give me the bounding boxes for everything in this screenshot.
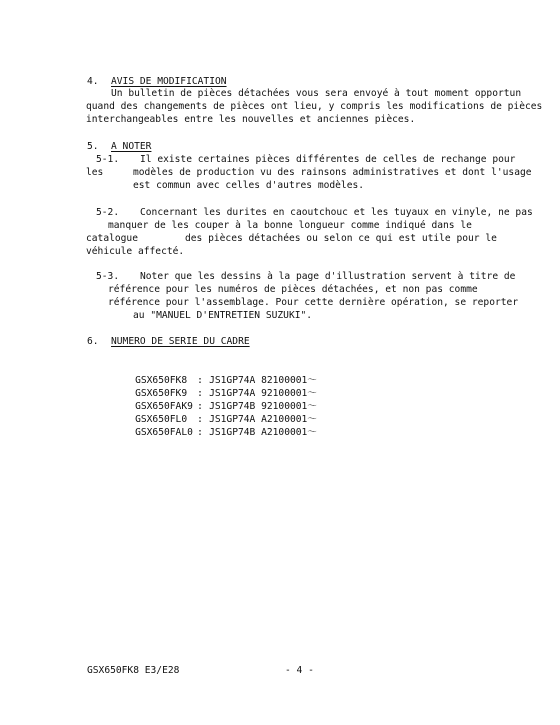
serial-number: JS1GP74A A2100001～	[209, 414, 317, 425]
model-code: GSX650FK8	[135, 375, 188, 386]
item-5-3-line-4: au "MANUEL D'ENTRETIEN SUZUKI".	[133, 310, 313, 321]
item-5-3-label: 5-3.	[96, 271, 120, 282]
item-5-2-label: 5-2.	[96, 207, 120, 218]
serial-number: JS1GP74B A2100001～	[209, 427, 317, 438]
model-code: GSX650FAL0	[135, 427, 193, 438]
separator: :	[197, 375, 203, 386]
section-4-line-2: quand des changements de pièces ont lieu, y compris les modifications de pièces	[86, 101, 543, 112]
item-5-1-label: 5-1.	[96, 154, 120, 165]
section-5-title: A NOTER	[111, 141, 152, 152]
model-code: GSX650FK9	[135, 388, 188, 399]
item-5-1-line-4: est commun avec celles d'autres modèles.	[133, 180, 365, 191]
section-4-line-3: interchangeables entre les nouvelles et anciennes pièces.	[86, 114, 416, 125]
section-4-title: AVIS DE MODIFICATION	[111, 76, 227, 87]
item-5-1-line-1: Il existe certaines pièces différentes de celles de rechange pour	[140, 154, 516, 165]
item-5-3-line-3: référence pour l'assemblage. Pour cette dernière opération, se reporter	[108, 297, 519, 308]
serial-number: JS1GP74B 92100001～	[209, 401, 317, 412]
item-5-1-line-3: modèles de production vu des rainsons administratives et dont l'usage	[133, 167, 532, 178]
frame-serial-row	[112, 415, 317, 451]
item-5-2-line-2: manquer de les couper à la bonne longueur comme indiqué dans le	[108, 220, 472, 231]
separator: :	[197, 401, 203, 412]
item-5-2-line-5: véhicule affecté.	[86, 246, 185, 257]
item-5-2-line-3: catalogue	[86, 233, 138, 244]
separator: :	[197, 388, 203, 399]
section-4-line-1: Un bulletin de pièces détachées vous sera envoyé à tout moment opportun	[111, 88, 522, 99]
model-code: GSX650FL0	[135, 414, 188, 425]
section-4-number: 4.	[87, 76, 99, 87]
serial-number: JS1GP74A 92100001～	[209, 388, 317, 399]
model-code: GSX650FAK9	[135, 401, 193, 412]
separator: :	[197, 414, 203, 425]
item-5-3-line-1: Noter que les dessins à la page d'illustration servent à titre de	[140, 271, 516, 282]
separator: :	[197, 427, 203, 438]
section-6-title: NUMERO DE SERIE DU CADRE	[111, 336, 250, 347]
item-5-2-line-4: des pièces détachées ou selon ce qui est utile pour le	[185, 233, 497, 244]
section-6-number: 6.	[87, 336, 99, 347]
section-5-number: 5.	[87, 141, 99, 152]
footer-model: GSX650FK8 E3/E28	[87, 665, 180, 676]
item-5-3-line-2: référence pour les numéros de pièces détachées, et non pas comme	[108, 284, 478, 295]
item-5-1-line-2: les	[86, 167, 104, 178]
item-5-2-line-1: Concernant les durites en caoutchouc et les tuyaux en vinyle, ne pas	[140, 207, 533, 218]
serial-number: JS1GP74A 82100001～	[209, 375, 317, 386]
page-number: - 4 -	[285, 665, 314, 676]
